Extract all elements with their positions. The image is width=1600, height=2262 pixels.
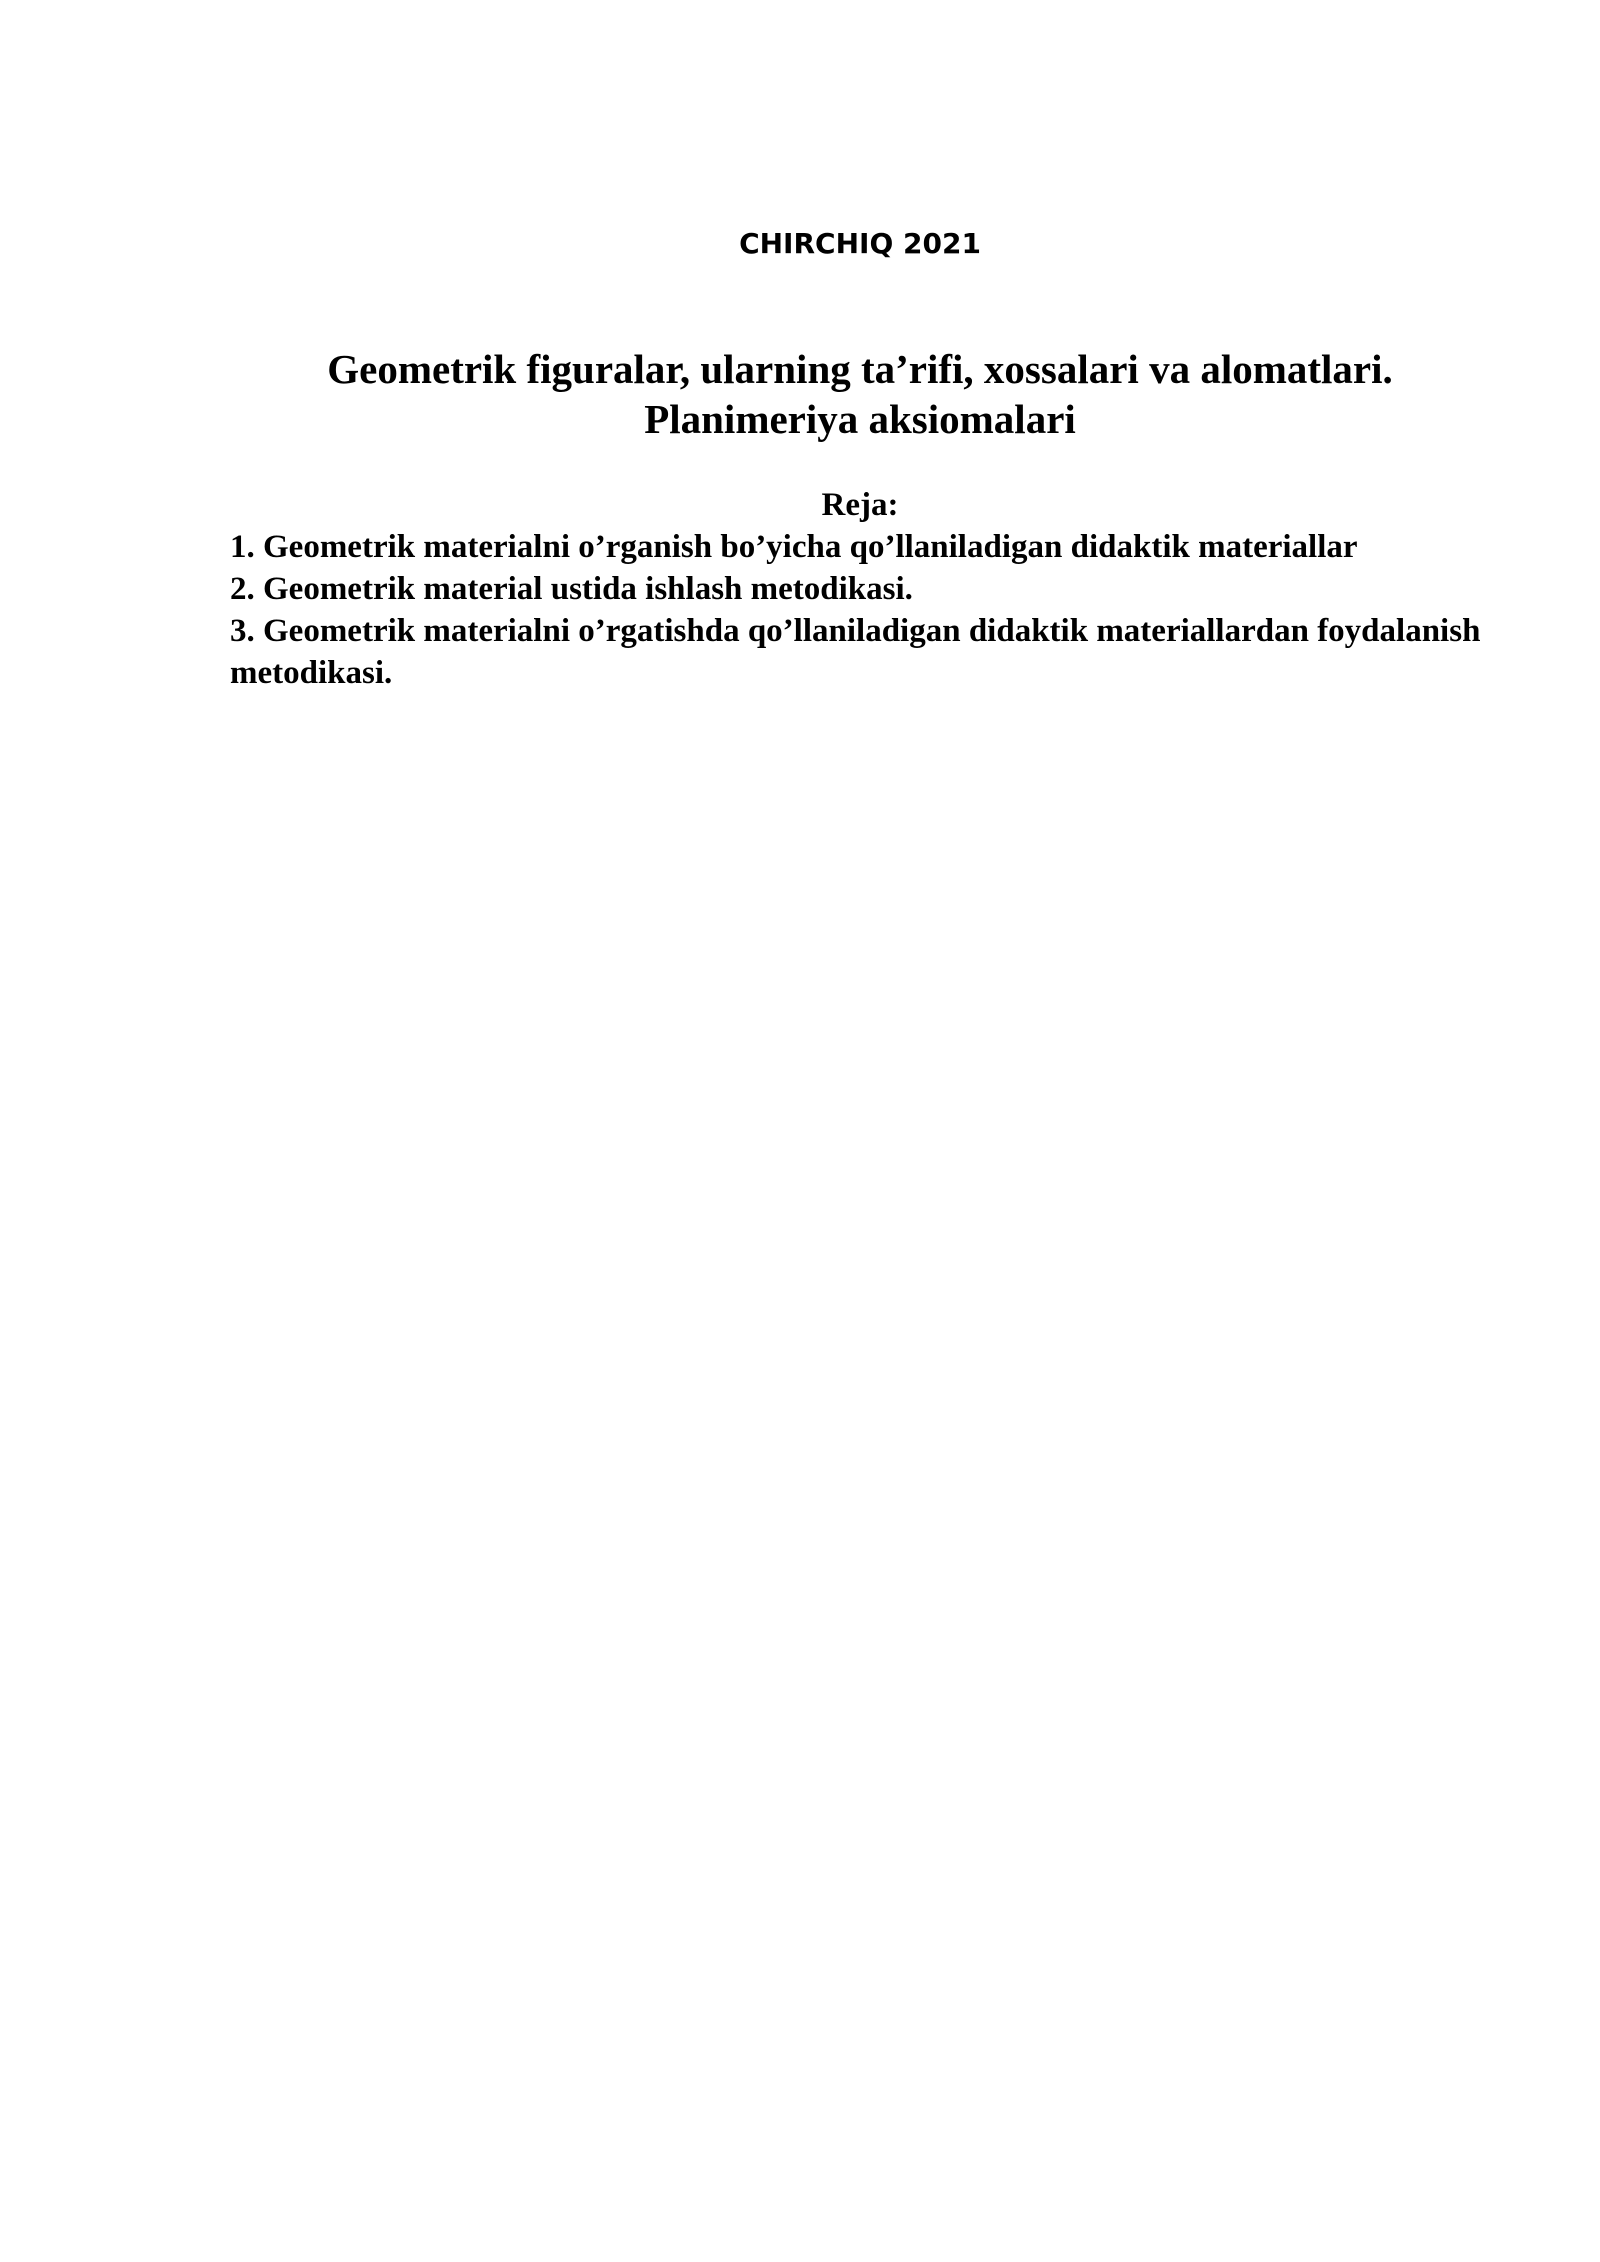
plan-item-3: 3. Geometrik materialni o’rgatishda qo’llaniladigan didaktik materiallardan foydalanish metodikasi. [230,613,1481,691]
title-line-2: Planimeriya aksiomalari [644,396,1076,442]
plan-item-2: 2. Geometrik material ustida ishlash metodikasi. [230,571,913,607]
plan-section [230,484,1530,694]
document-title [230,344,1490,444]
title-line-1: Geometrik figuralar, ularning ta’rifi, xossalari va alomatlari. [327,346,1393,392]
plan-heading: Reja: [821,487,899,523]
document-header: CHIRCHIQ 2021 [739,227,981,260]
plan-item-1: 1. Geometrik materialni o’rganish bo’yicha qo’llaniladigan didaktik materiallar [230,529,1358,565]
plan-list [230,526,1530,694]
